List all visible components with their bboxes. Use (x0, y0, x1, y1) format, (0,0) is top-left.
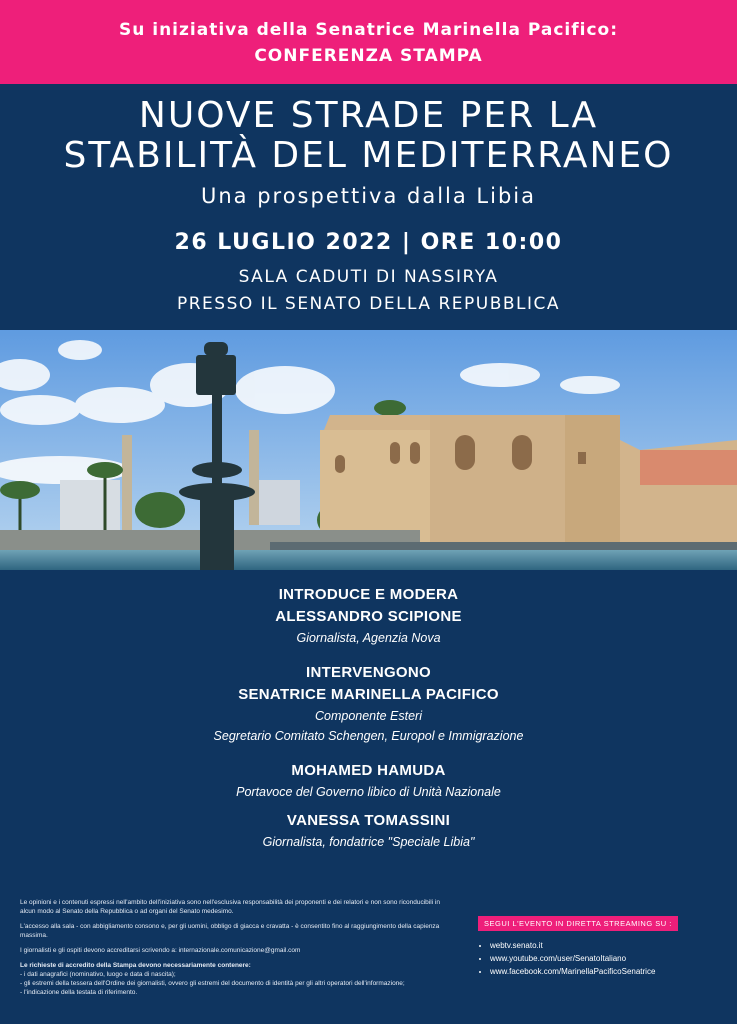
streaming-links (478, 939, 688, 978)
speaker3-role: Giornalista, fondatrice "Speciale Libia" (262, 835, 475, 849)
event-title (0, 96, 737, 176)
streaming-box (478, 913, 688, 978)
event-date: 26 LUGLIO 2022 | ORE 10:00 (174, 230, 563, 255)
speaker1-role2: Segretario Comitato Schengen, Europol e Immigrazione (213, 729, 524, 743)
speaker1-name: SENATRICE MARINELLA PACIFICO (238, 686, 499, 703)
stream-link-facebook[interactable]: • www.facebook.com/MarinellaPacificoSenatrice (490, 965, 688, 978)
requirements-heading: Le richieste di accredito della Stampa devono necessariamente contenere: (20, 962, 251, 969)
speakers-section (0, 584, 737, 852)
tripoli-castle-photo (0, 330, 737, 570)
access-text: L'accesso alla sala - con abbigliamento consono e, per gli uomini, obbligo di giacca e cravatta - è consentito fino al raggiungimento della capienza massima. (20, 923, 440, 939)
streaming-label: SEGUI L'EVENTO IN DIRETTA STREAMING SU : (478, 916, 678, 931)
event-subtitle: Una prospettiva dalla Libia (200, 184, 537, 208)
requirement-2: - gli estremi della tessera dell'Ordine dei giornalisti, ovvero gli estremi del documento di identità per gli altri operatori dell'informazione; (20, 980, 405, 987)
venue-line2: PRESSO IL SENATO DELLA REPUBBLICA (176, 294, 561, 314)
event-title-line2: STABILITÀ DEL MEDITERRANEO (63, 135, 674, 176)
event-venue (0, 264, 737, 318)
moderator-role: Giornalista, Agenzia Nova (296, 631, 441, 645)
moderator-heading: INTRODUCE E MODERA (278, 586, 459, 603)
requirement-3: - l'indicazione della testata di riferimento. (20, 989, 138, 996)
stream-link-youtube[interactable]: • www.youtube.com/user/SenatoItaliano (490, 952, 688, 965)
stream-link-webtv[interactable]: • webtv.senato.it (490, 939, 688, 952)
speakers-heading: INTERVENGONO (305, 664, 431, 681)
requirement-1: - i dati anagrafici (nominativo, luogo e data di nascita); (20, 971, 176, 978)
disclaimer-text: Le opinioni e i contenuti espressi nell'ambito dell'iniziativa sono nell'esclusiva responsabilità dei proponenti e dei relatori e non sono riconducibili in alcun modo al Senato della Repubblica o ad organi del Senato medesimo. (20, 899, 440, 915)
fine-print (20, 898, 440, 997)
venue-line1: SALA CADUTI DI NASSIRYA (238, 267, 499, 287)
speaker2-role: Portavoce del Governo libico di Unità Nazionale (236, 785, 501, 799)
header-banner (0, 0, 737, 84)
speaker1-role1: Componente Esteri (314, 709, 422, 723)
header-initiative: Su iniziativa della Senatrice Marinella Pacifico: (118, 20, 619, 40)
accreditation-text: I giornalisti e gli ospiti devono accreditarsi scrivendo a: internazionale.comunicazione@gmail.com (20, 947, 301, 954)
speaker3-name: VANESSA TOMASSINI (286, 812, 451, 829)
speaker2-name: MOHAMED HAMUDA (291, 762, 446, 779)
moderator-name: ALESSANDRO SCIPIONE (275, 608, 462, 625)
header-press-conference: CONFERENZA STAMPA (254, 46, 483, 66)
event-title-line1: NUOVE STRADE PER LA (138, 95, 599, 136)
